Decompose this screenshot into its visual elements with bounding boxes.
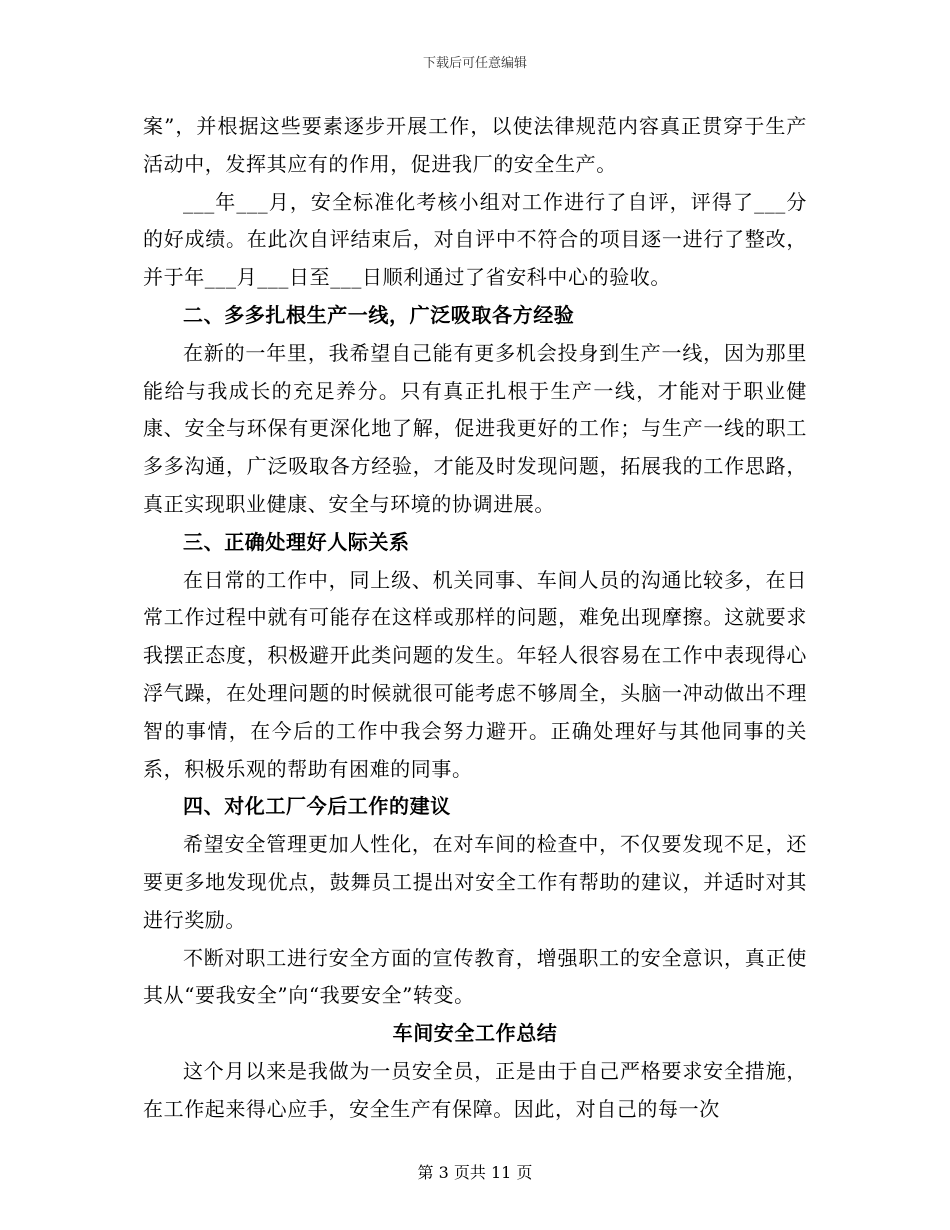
paragraph-4: 在日常的工作中，同上级、机关同事、车间人员的沟通比较多，在日常工作过程中就有可能存在这样或那样的问题，难免出现摩擦。这就要求我摆正态度，积极避开此类问题的发生。年轻人很容易在工作中表现得心浮气躁，在处理问题的时候就很可能考虑不够周全，头脑一冲动做出不理智的事情，在今后的工作中我会努力避开。正确处理好与其他同事的关系，积极乐观的帮助有困难的同事。 [143, 567, 807, 781]
section-heading-4: 四、对化工厂今后工作的建议 [183, 794, 451, 819]
section-heading-2: 二、多多扎根生产一线，广泛吸取各方经验 [183, 302, 575, 327]
paragraph-5: 希望安全管理更加人性化，在对车间的检查中，不仅要发现不足，还要更多地发现优点，鼓舞员工提出对安全工作有帮助的建议，并适时对其进行奖励。 [143, 832, 807, 932]
document-body [143, 108, 807, 1129]
paragraph-2: ___年___月，安全标准化考核小组对工作进行了自评，评得了___分的好成绩。在此次自评结束后，对自评中不符合的项目逐一进行了整改，并于年___月___日至___日顺利通过了省安科中心的验收。 [143, 189, 807, 290]
paragraph-3: 在新的一年里，我希望自己能有更多机会投身到生产一线，因为那里能给与我成长的充足养分。只有真正扎根于生产一线，才能对于职业健康、安全与环保有更深化地了解，促进我更好的工作；与生产一线的职工多多沟通，广泛吸取各方经验，才能及时发现问题，拓展我的工作思路，真正实现职业健康、安全与环境的协调进展。 [143, 340, 807, 516]
paragraph-7: 这个月以来是我做为一员安全员，正是由于自己严格要求安全措施，在工作起来得心应手，安全生产有保障。因此，对自己的每一次 [143, 1058, 807, 1121]
page-footer: 第 3 页共 11 页 [417, 1163, 533, 1182]
page-header: 下载后可任意编辑 [422, 56, 527, 71]
document-title: 车间安全工作总结 [392, 1021, 558, 1046]
section-heading-3: 三、正确处理好人际关系 [183, 529, 410, 554]
paragraph-6: 不断对职工进行安全方面的宣传教育，增强职工的安全意识，真正使其从“要我安全”向“我要安全”转变。 [143, 945, 807, 1008]
paragraph-1: 案”，并根据这些要素逐步开展工作，以使法律规范内容真正贯穿于生产活动中，发挥其应有的作用，促进我厂的安全生产。 [143, 114, 807, 176]
